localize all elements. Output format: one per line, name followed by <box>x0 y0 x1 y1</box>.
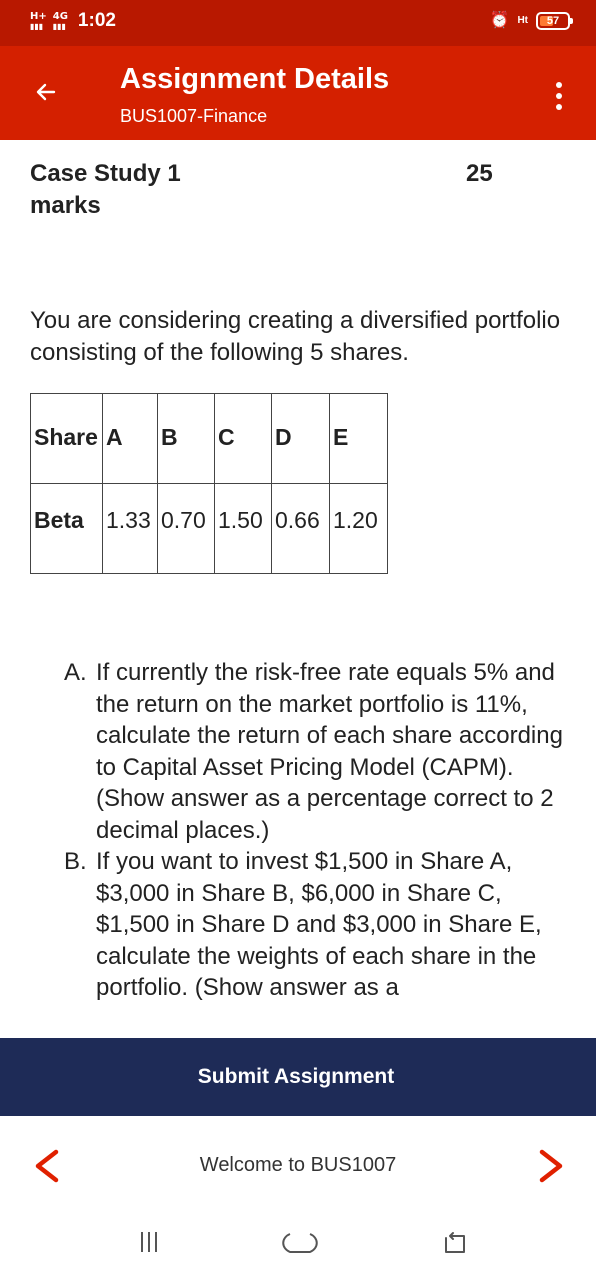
status-left <box>30 10 116 32</box>
more-dot <box>556 104 562 110</box>
question-text: If you want to invest $1,500 in Share A, $3,000 in Share B, $6,000 in Share C, $1,500 in Share D and $3,000 in Share E, calculate the weights of each share in the portfolio. (Show answer as a <box>96 848 542 1001</box>
more-options-button[interactable] <box>544 74 574 118</box>
table-cell: 1.33 <box>103 484 158 574</box>
assignment-intro: You are considering creating a diversified portfolio consisting of the following 5 shares. <box>30 307 561 366</box>
alarm-off-icon: ⏰ <box>489 12 510 29</box>
table-cell: 0.66 <box>272 484 330 574</box>
ht-network-icon: Ht <box>517 15 528 26</box>
list-item <box>64 846 570 1004</box>
table-cell: D <box>272 394 330 484</box>
battery-label: 57 <box>546 15 560 27</box>
status-bar <box>0 0 596 46</box>
question-text: If currently the risk-free rate equals 5% and the return on the market portfolio is 11%, calculate the return of each share according to Capital Asset Pricing Model (CAPM). (Show answer as a percentage correct to 2 decimal places.) <box>96 659 563 844</box>
table-cell: C <box>215 394 272 484</box>
menu-lines-icon[interactable] <box>136 1228 162 1256</box>
page-title: Assignment Details <box>120 63 390 95</box>
table-cell: E <box>330 394 388 484</box>
back-button[interactable] <box>26 72 66 112</box>
table-cell: 1.50 <box>215 484 272 574</box>
list-item <box>64 657 570 846</box>
app-bar <box>0 46 596 140</box>
table-cell: Beta <box>31 484 103 574</box>
assignment-content[interactable] <box>0 140 596 1038</box>
status-right <box>490 12 570 30</box>
question-marker: A. <box>64 659 87 686</box>
next-button[interactable] <box>530 1146 570 1186</box>
more-vertical-icon <box>556 82 562 88</box>
table-cell: 0.70 <box>158 484 215 574</box>
footer-nav <box>0 1116 596 1206</box>
status-time: 1:02 <box>77 10 116 31</box>
arrow-left-icon <box>34 80 58 104</box>
chevron-right-icon <box>530 1146 570 1186</box>
table-cell: B <box>158 394 215 484</box>
assignment-title: Case Study 1 marks <box>30 160 181 219</box>
welcome-text: Welcome to BUS1007 <box>199 1154 397 1176</box>
question-marker: B. <box>64 848 87 875</box>
system-navigation-bar <box>0 1206 596 1280</box>
beta-table <box>30 393 388 574</box>
signal-1-icon: H+ ▮▮▮ <box>30 10 47 31</box>
table-cell: 1.20 <box>330 484 388 574</box>
back-icon[interactable] <box>440 1228 470 1258</box>
page-subtitle: BUS1007-Finance <box>120 106 268 126</box>
table-cell: Share <box>31 394 103 484</box>
home-icon[interactable] <box>282 1228 318 1258</box>
question-list <box>64 657 570 1004</box>
submit-assignment-button[interactable] <box>0 1038 596 1116</box>
table-row <box>31 484 388 574</box>
more-dot <box>556 93 562 99</box>
table-cell: A <box>103 394 158 484</box>
table-header-row <box>31 394 388 484</box>
signal-2-icon: 4G ▮▮▮ <box>52 10 68 31</box>
assignment-marks: 25 <box>466 160 493 187</box>
submit-label: Submit Assignment <box>197 1065 395 1088</box>
battery-icon <box>536 12 570 30</box>
